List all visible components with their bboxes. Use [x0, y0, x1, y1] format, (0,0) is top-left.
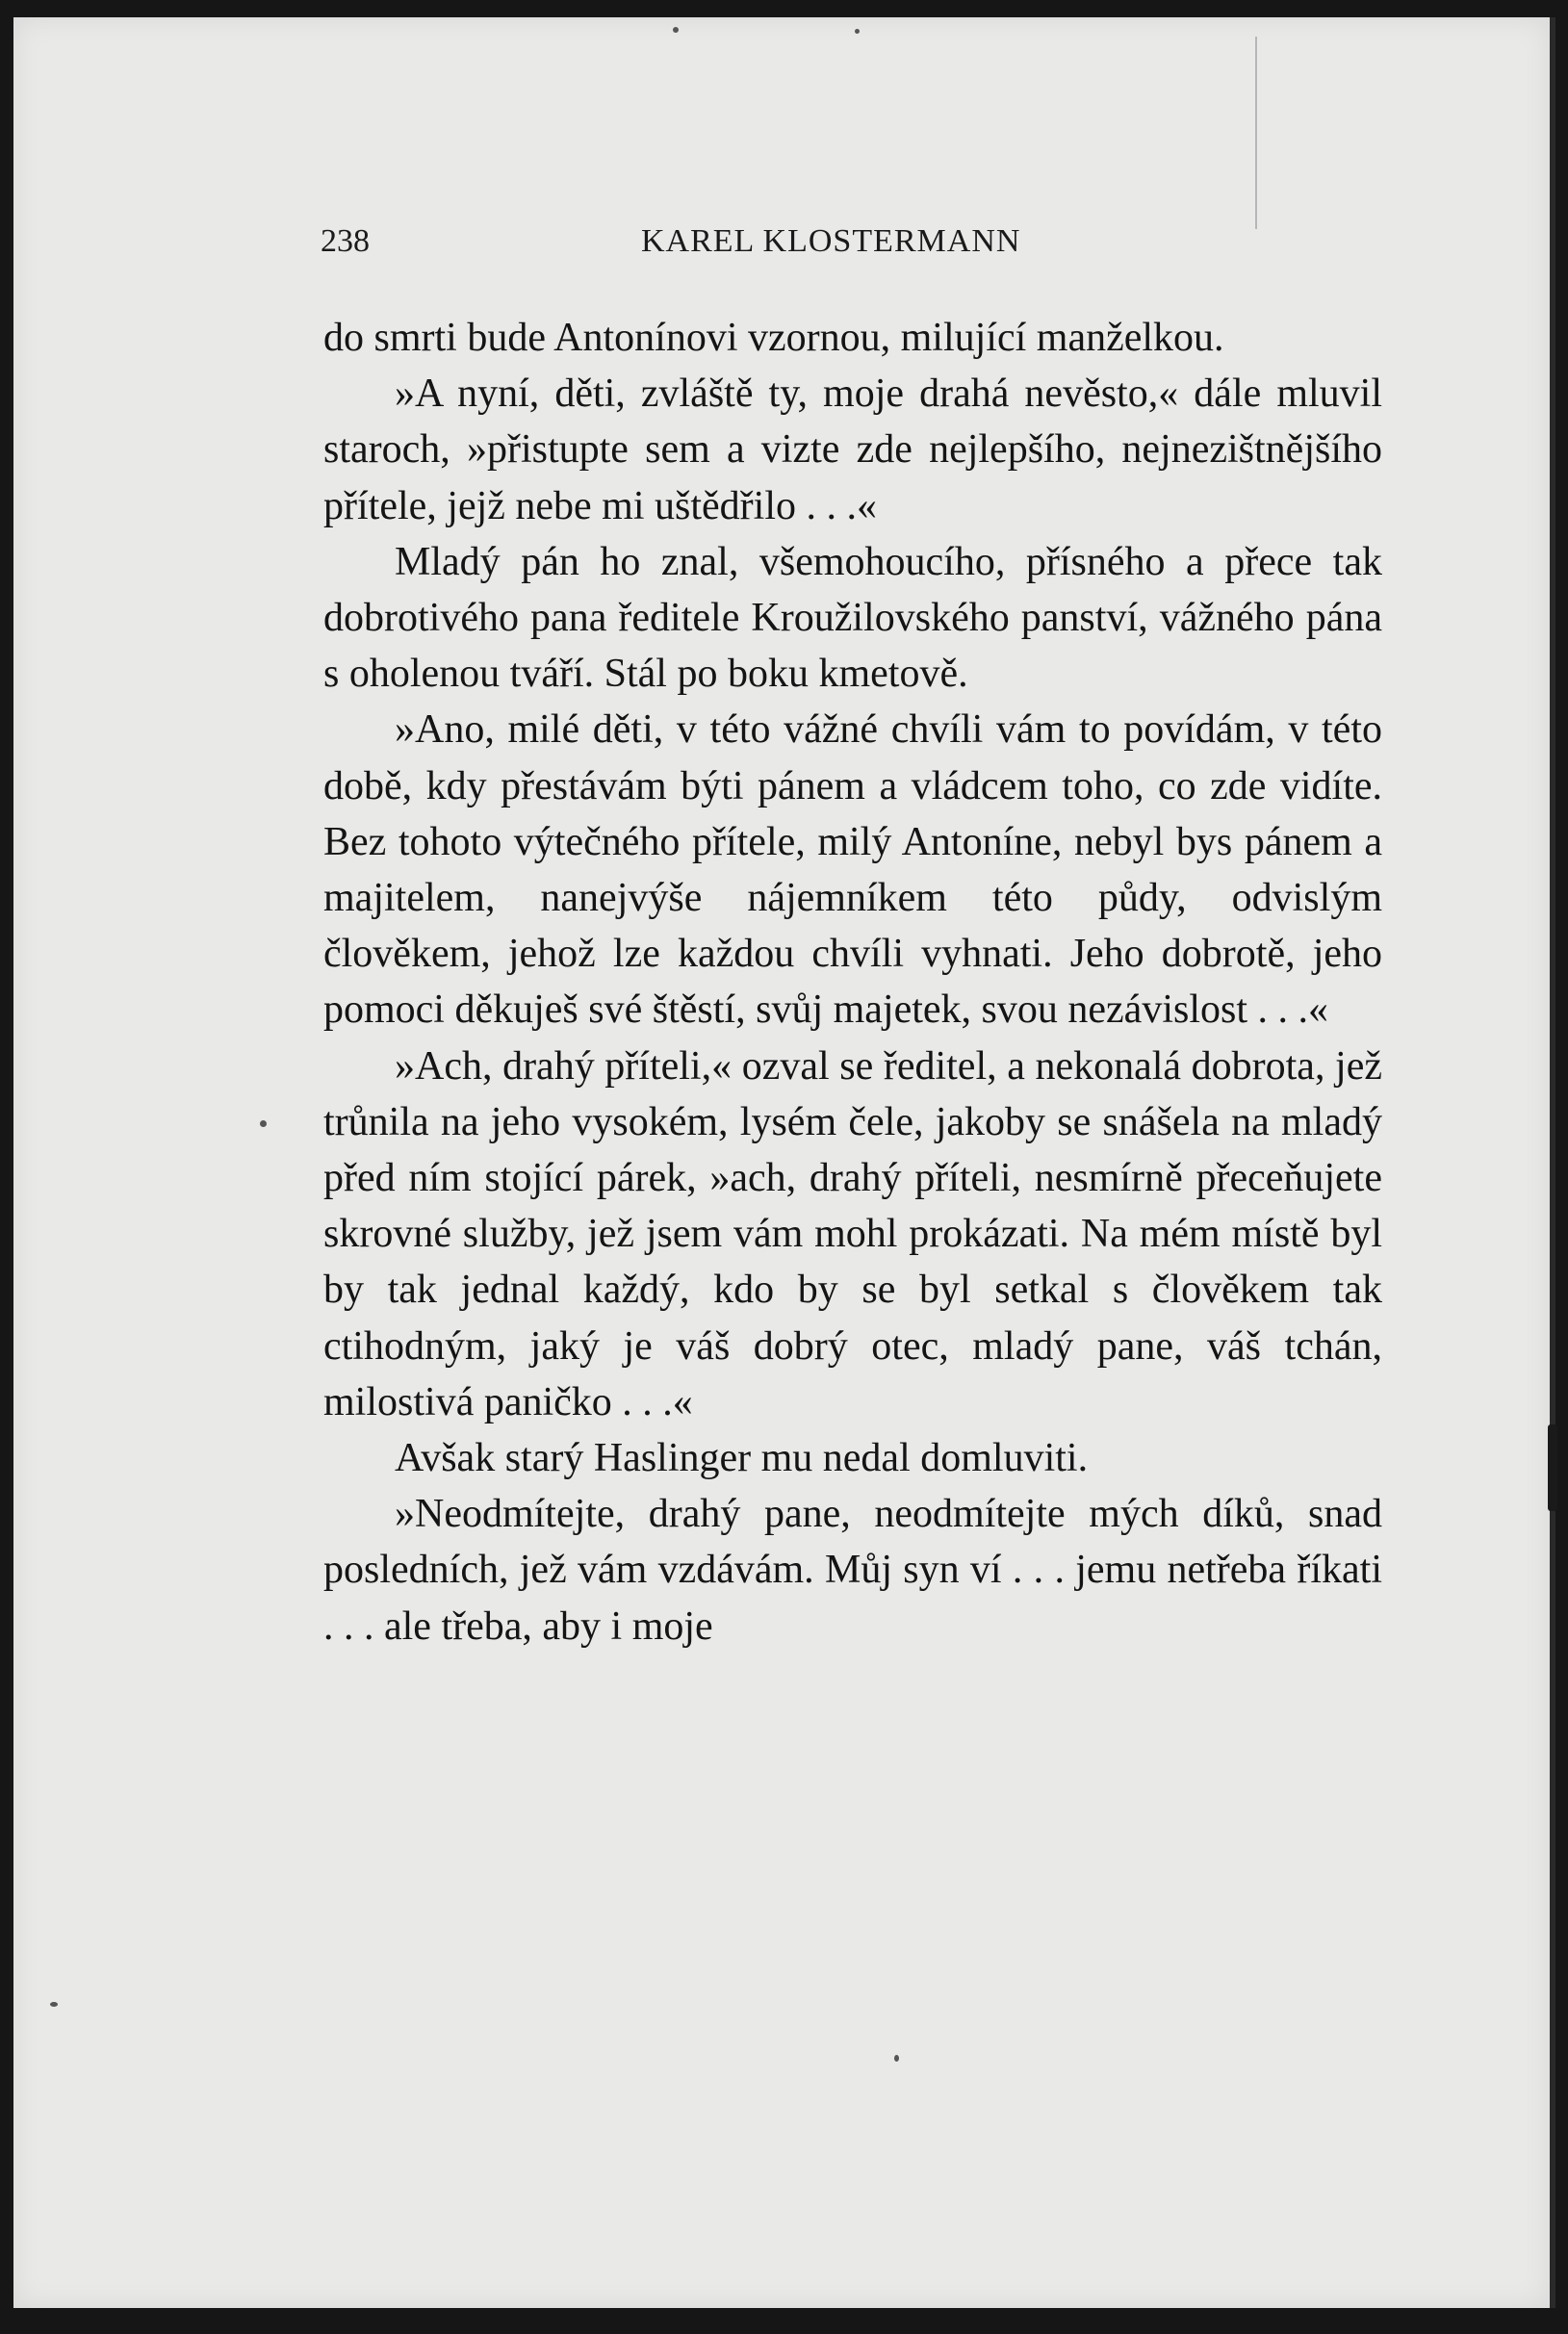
body-text	[323, 310, 1382, 1654]
paper-speck	[260, 1120, 267, 1127]
paper-speck	[50, 2002, 58, 2007]
paragraph: »Ach, drahý příteli,« ozval se ředitel, a nekonalá dobrota, jež trůnila na jeho vysokém, lysém čele, jakoby se snášela na mladý před ním stojící párek, »ach, drahý příteli, nesmírně přeceňujete skrovné služby, jež jsem vám mohl prokázati. Na mém místě byl by tak jednal každý, kdo by se byl setkal s člověkem tak ctihodným, jaký je váš dobrý otec, mladý pane, váš tchán, milostivá paničko . . .«	[323, 1043, 1382, 1424]
paper-speck	[894, 2055, 899, 2062]
paragraph: Mladý pán ho znal, všemohoucího, přísného a přece tak dobrotivého pana ředitele Kroužilovského panství, vážného pána s oholenou tváří. Stál po boku kmetově.	[323, 539, 1382, 697]
paper-speck	[855, 29, 860, 34]
page-header	[321, 223, 1370, 268]
running-head: KAREL KLOSTERMANN	[641, 223, 1021, 259]
paper-speck	[673, 27, 679, 33]
paragraph: Avšak starý Haslinger mu nedal domluviti.	[395, 1436, 1089, 1481]
paragraph: »Neodmítejte, drahý pane, neodmítejte mých díků, snad posledních, jež vám vzdávám. Můj syn ví . . . jemu netřeba říkati . . . ale třeba, aby i moje	[323, 1492, 1382, 1649]
paragraph: do smrti bude Antonínovi vzornou, milující manželkou.	[323, 316, 1224, 360]
paragraph: »Ano, milé děti, v této vážné chvíli vám to povídám, v této době, kdy přestávám býti pánem a vládcem toho, co zde vidíte. Bez tohoto výtečného přítele, milý Antoníne, nebyl bys pánem a majitelem, nanejvýše nájemníkem této půdy, odvislým člověkem, jehož lze každou chvíli vyhnati. Jeho dobrotě, jeho pomoci děkuješ své štěstí, svůj majetek, svou nezávislost . . .«	[323, 707, 1382, 1033]
page-number: 238	[321, 223, 370, 259]
paragraph: »A nyní, děti, zvláště ty, moje drahá nevěsto,« dále mluvil staroch, »přistupte sem a vizte zde nejlepšího, nejnezištnějšího přítele, jejž nebe mi uštědřilo . . .«	[323, 372, 1382, 528]
page-edge-mark	[1548, 1424, 1557, 1511]
paper-crease	[1255, 37, 1257, 229]
